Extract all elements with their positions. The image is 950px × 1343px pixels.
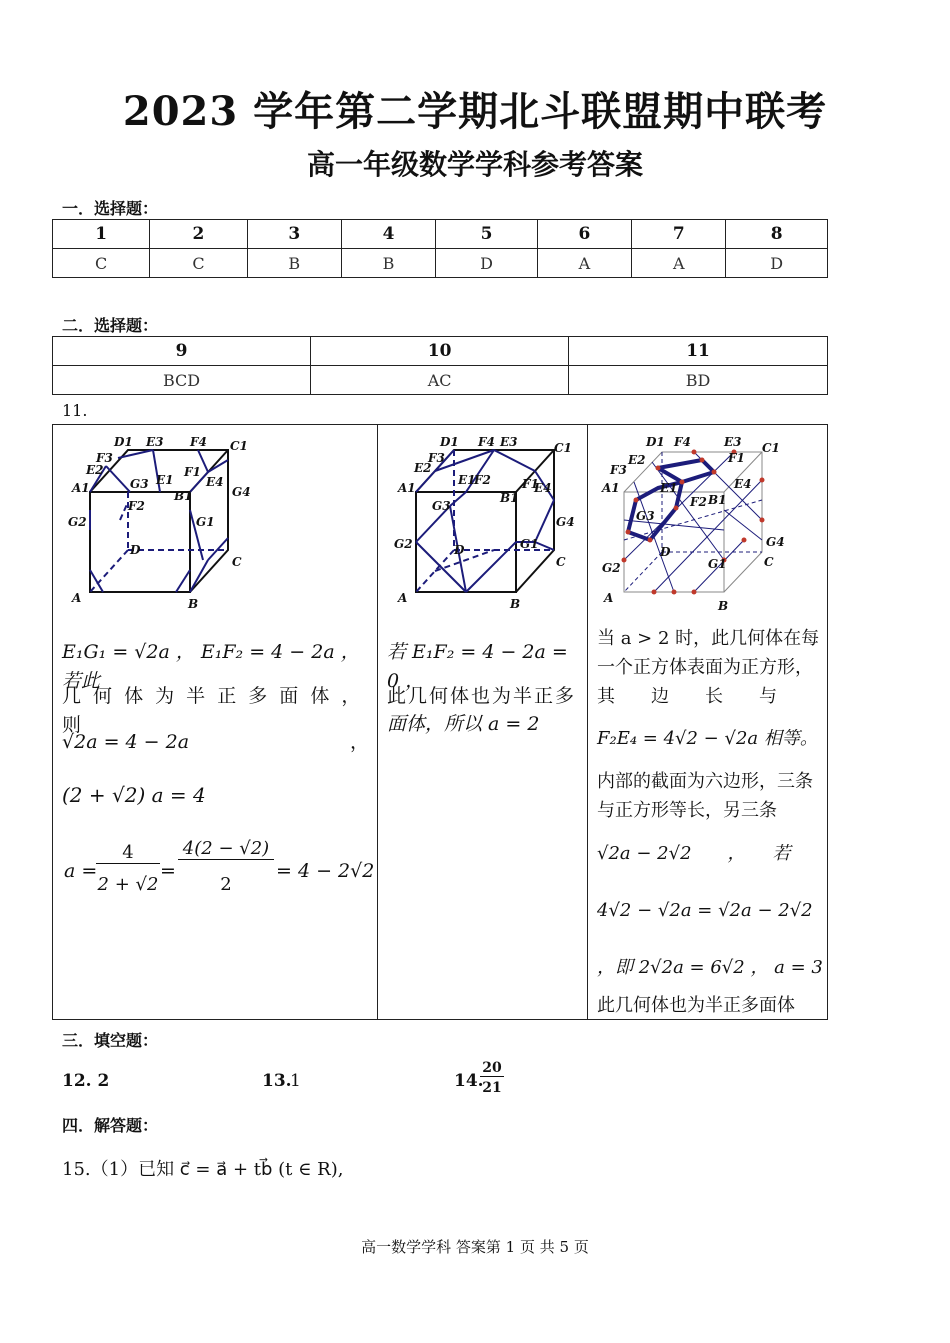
fig2-label: G2 — [394, 537, 413, 551]
page-footer: 高一数学学科 答案第 1 页 共 5 页 — [361, 1238, 589, 1256]
fig1-label: D — [130, 543, 141, 557]
section1-heading: 一．选择题： — [62, 199, 159, 218]
col3-line2: 一个正方体表面为正方形， — [597, 657, 813, 678]
fig1-label: A — [72, 591, 82, 605]
fig2-label: F3 — [428, 451, 445, 465]
col1-equals: = — [160, 860, 176, 882]
table-cell: 5 — [436, 220, 538, 249]
col3-line3: 其 边 长 与 — [597, 686, 777, 707]
fig1-label: A1 — [72, 481, 90, 495]
table-cell: 9 — [53, 337, 311, 366]
fig2-label: E4 — [534, 481, 552, 495]
q13-label: 13. — [262, 1071, 292, 1091]
q14-numerator: 20 — [480, 1060, 504, 1077]
page-subtitle: 高一年级数学学科参考答案 — [306, 148, 643, 181]
col1-frac1-den: 2 + √2 — [97, 874, 159, 895]
fig1-label: G1 — [196, 515, 215, 529]
fig3-label: F2 — [690, 495, 707, 509]
fig3-label: B1 — [708, 493, 727, 507]
fig1-label: G3 — [130, 477, 149, 491]
fig1-label: F3 — [96, 451, 113, 465]
fig3-label: E4 — [734, 477, 752, 491]
col1-frac2-den: 2 — [220, 874, 232, 895]
table-cell: B — [341, 249, 435, 278]
col1-line3: √2a = 4 − 2a — [62, 731, 190, 753]
fig2-label: C1 — [554, 441, 572, 455]
col3-line6: 与正方形等长，另三条 — [597, 800, 777, 821]
fig3-label: G4 — [766, 535, 785, 549]
fig3-label: G1 — [708, 557, 727, 571]
table-cell: BCD — [53, 366, 311, 395]
section4-heading: 四．解答题： — [62, 1116, 159, 1135]
col1-line4: (2 + √2) a = 4 — [62, 783, 206, 807]
fig2-label: D — [454, 543, 465, 557]
table-cell: 11 — [569, 337, 828, 366]
fig2-label: C — [556, 555, 566, 569]
figure-2-polyhedron — [384, 430, 584, 620]
fig3-label: F4 — [674, 435, 691, 449]
figure-3-polyhedron — [594, 430, 794, 620]
fig3-label: A — [604, 591, 614, 605]
fig1-label: E4 — [206, 475, 224, 489]
col1-line2: 几 何 体 为 半 正 多 面 体 ， 则 — [62, 685, 364, 736]
col1-a-label: a = — [64, 860, 98, 882]
fig3-label: F3 — [610, 463, 627, 477]
q14-label: 14. — [454, 1071, 484, 1091]
fig1-label: F1 — [184, 465, 201, 479]
table-cell: AC — [311, 366, 569, 395]
col3-line5: 内部的截面为六边形，三条 — [597, 771, 813, 792]
q12-answer: 12. 2 — [62, 1071, 110, 1091]
fig2-label: G1 — [520, 537, 539, 551]
fig2-label: E3 — [500, 435, 518, 449]
fig2-label: A1 — [398, 481, 416, 495]
page-title: 2023 学年第二学期北斗联盟期中联考 — [122, 88, 828, 135]
fig1-label: G4 — [232, 485, 251, 499]
table-cell: D — [436, 249, 538, 278]
fig1-label: D1 — [114, 435, 133, 449]
fig2-label: B1 — [500, 491, 519, 505]
fig1-label: E3 — [146, 435, 164, 449]
table-cell: 3 — [247, 220, 341, 249]
col3-line7: √2a − 2√2 ， 若 — [597, 843, 791, 864]
col2-line2: 此几何体也为半正多 — [387, 685, 577, 707]
fig2-label: E1 — [458, 473, 476, 487]
col1-line1: E₁G₁ = √2a ， E₁F₂ = 4 − 2a ，若此 — [62, 641, 360, 692]
col3-line10: 此几何体也为半正多面体 — [597, 995, 795, 1016]
q13-answer: 1 — [290, 1071, 301, 1091]
fig1-label: C — [232, 555, 242, 569]
table-cell: D — [726, 249, 828, 278]
fig2-label: F2 — [474, 473, 491, 487]
fig3-label: C — [764, 555, 774, 569]
fig3-label: E1 — [660, 481, 678, 495]
fig2-label: F1 — [522, 477, 539, 491]
col3-line8: 4√2 − √2a = √2a − 2√2 — [597, 900, 813, 921]
fig2-label: D1 — [440, 435, 459, 449]
fig2-label: G3 — [432, 499, 451, 513]
col3-line4: F₂E₄ = 4√2 − √2a 相等。 — [597, 728, 818, 749]
col1-line3-comma: ， — [350, 731, 370, 753]
col3-line1: 当 a > 2 时，此几何体在每 — [597, 628, 820, 649]
section2-heading: 二．选择题： — [62, 316, 159, 335]
fig2-label: B — [510, 597, 521, 611]
fig2-label: A — [398, 591, 408, 605]
fig3-label: F1 — [728, 451, 745, 465]
col1-frac1-num: 4 — [96, 842, 160, 864]
fig1-label: G2 — [68, 515, 87, 529]
q14-denominator: 21 — [482, 1080, 502, 1096]
col2-line1: 若 E₁F₂ = 4 − 2a = 0 ， — [387, 641, 568, 692]
table-cell: 7 — [632, 220, 726, 249]
fig1-label: C1 — [230, 439, 248, 453]
fig1-label: F2 — [128, 499, 145, 513]
col1-frac2-num: 4(2 − √2) — [178, 838, 274, 860]
fig3-label: C1 — [762, 441, 780, 455]
fig3-label: E2 — [628, 453, 646, 467]
fig3-label: G2 — [602, 561, 621, 575]
fig1-label: E2 — [86, 463, 104, 477]
table-cell: 8 — [726, 220, 828, 249]
table-cell: A — [537, 249, 631, 278]
table-cell: B — [247, 249, 341, 278]
table-cell: 2 — [150, 220, 247, 249]
col2-line3: 面体，所以 a = 2 — [387, 713, 540, 735]
figure-1-polyhedron — [58, 430, 258, 620]
fig3-label: D — [660, 545, 671, 559]
col1-result: = 4 − 2√2 — [276, 860, 375, 882]
q11-label: 11. — [62, 401, 88, 420]
q15-text: 15.（1）已知 c⃗ = a⃗ + tb⃗ (t ∈ R), — [62, 1159, 344, 1180]
table-cell: A — [632, 249, 726, 278]
table-cell: 10 — [311, 337, 569, 366]
table-cell: 4 — [341, 220, 435, 249]
section3-heading: 三．填空题： — [62, 1031, 159, 1050]
section2-table — [52, 336, 828, 395]
table-cell: BD — [569, 366, 828, 395]
table-cell: 1 — [53, 220, 150, 249]
col3-line9: ，即 2√2a = 6√2 ， a = 3 — [597, 957, 823, 978]
fig1-label: B — [188, 597, 199, 611]
fig3-label: B — [718, 599, 729, 613]
fig3-label: E3 — [724, 435, 742, 449]
fig2-label: F4 — [478, 435, 495, 449]
fig3-label: G3 — [636, 509, 655, 523]
table-cell: C — [150, 249, 247, 278]
section1-table — [52, 219, 828, 278]
fig1-label: E1 — [156, 473, 174, 487]
fig2-label: E2 — [414, 461, 432, 475]
fig3-label: D1 — [646, 435, 665, 449]
fig1-label: F4 — [190, 435, 207, 449]
table-cell: C — [53, 249, 150, 278]
fig3-label: A1 — [602, 481, 620, 495]
fig2-label: G4 — [556, 515, 575, 529]
table-cell: 6 — [537, 220, 631, 249]
fig1-label: B1 — [174, 489, 193, 503]
